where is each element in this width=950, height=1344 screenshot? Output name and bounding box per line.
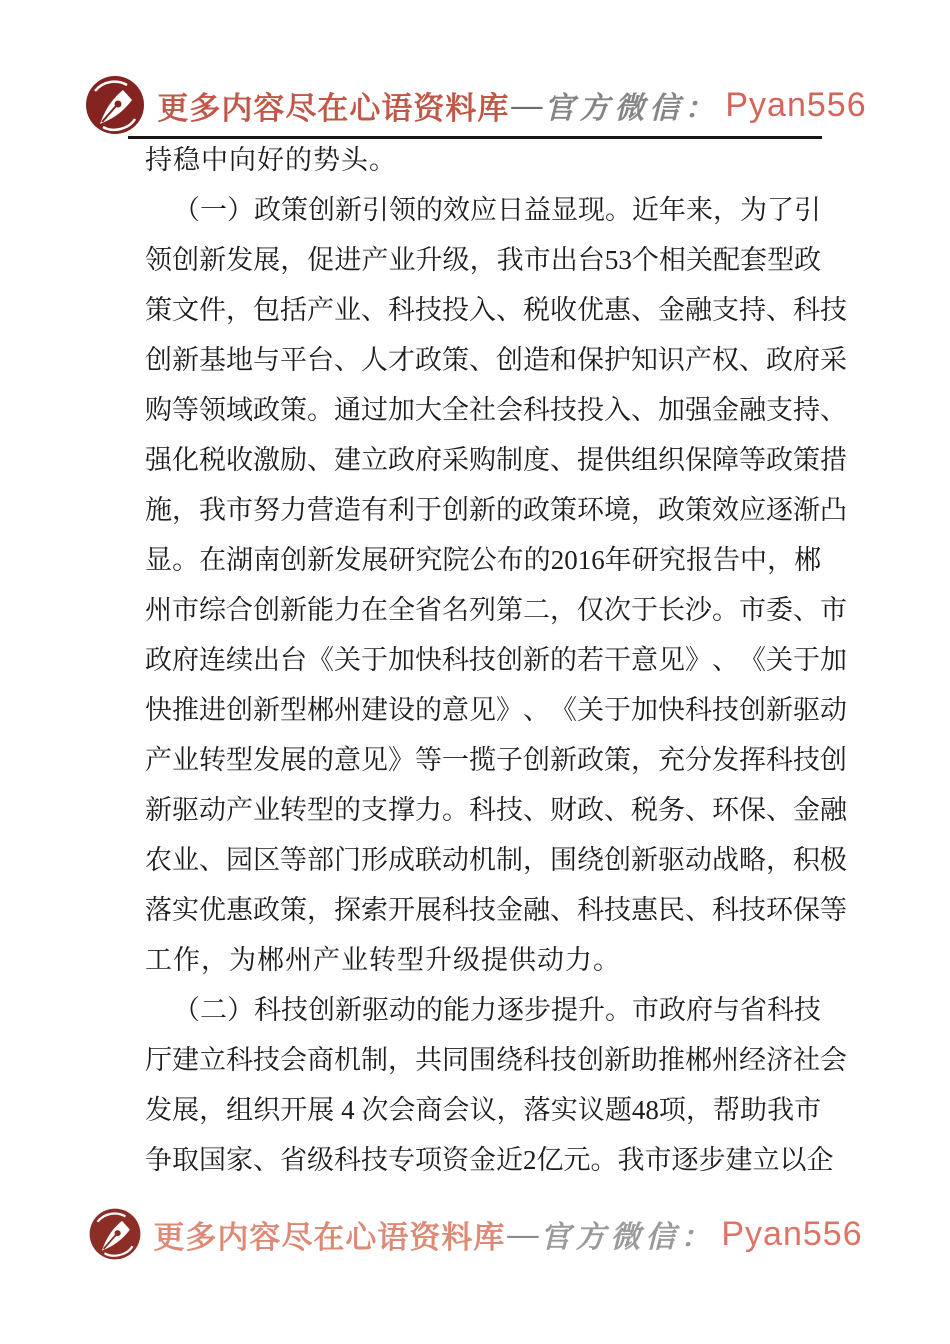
indent-spacer [145, 985, 159, 1035]
document-body [145, 135, 847, 1185]
indent-spacer [145, 185, 159, 235]
watermark-text: 更多内容尽在心语资料库 [157, 90, 510, 126]
pen-nib-icon [87, 1206, 143, 1262]
watermark-dash: — [507, 1216, 539, 1251]
text-line: 显 。 在 湖 南 创 新 发 展 研 究 院 公 布 的 2016 年 研 究 报 告 中 ， 郴 [145, 545, 822, 575]
text-line: 州 市 综 合 创 新 能 力 在 全 省 名 列 第 二 ， 仅 次 于 长 沙 。 市 委 、 市 [145, 595, 847, 625]
text-line: 领 创 新 发 展 ， 促 进 产 业 升 级 ， 我 市 出 台 53 个 相 关 配 套 型 政 [145, 245, 822, 275]
text-line: 购 等 领 域 政 策 。 通 过 加 大 全 社 会 科 技 投 入 、 加 强 金 融 支 持 、 [145, 395, 847, 425]
text-line: 创 新 基 地 与 平 台 、 人 才 政 策 、 创 造 和 保 护 知 识 产 权 、 政 府 采 [145, 345, 847, 375]
text-line: 新 驱 动 产 业 转 型 的 支 撑 力 。 科 技 、 财 政 、 税 务 、 环 保 、 金 融 [145, 795, 847, 825]
text-line: 产 业 转 型 发 展 的 意 见 》 等 一 揽 子 创 新 政 策 ， 充 分 发 挥 科 技 创 [145, 745, 847, 775]
footer-watermark [0, 1203, 950, 1265]
text-line: 工作，为郴州产业转型升级提供动力。 [145, 945, 621, 975]
text-line: （ 二 ） 科 技 创 新 驱 动 的 能 力 逐 步 提 升 。 市 政 府 与 省 科 技 [145, 985, 821, 1035]
text-line: 发 展 ， 组 织 开 展 4 次 会 商 会 议 ， 落 实 议 题 48 项 ， 帮 助 我 市 [145, 1095, 822, 1125]
wechat-label: 官方微信： [544, 92, 720, 125]
text-line: 农 业 、 园 区 等 部 门 形 成 联 动 机 制 ， 围 绕 创 新 驱 动 战 略 ， 积 极 [145, 845, 847, 875]
text-line: 厅 建 立 科 技 会 商 机 制 ， 共 同 围 绕 科 技 创 新 助 推 郴 州 经 济 社 会 [145, 1045, 847, 1075]
text-line: 强 化 税 收 激 励 、 建 立 政 府 采 购 制 度 、 提 供 组 织 保 障 等 政 策 措 [145, 445, 847, 475]
text-line: 策 文 件 ， 包 括 产 业 、 科 技 投 入 、 税 收 优 惠 、 金 融 支 持 、 科 技 [145, 295, 847, 325]
wechat-id: Pyan556 [721, 1214, 863, 1253]
text-line: 落 实 优 惠 政 策 ， 探 索 开 展 科 技 金 融 、 科 技 惠 民 、 科 技 环 保 等 [145, 895, 847, 925]
pen-nib-icon [83, 73, 147, 137]
indent-spacer [159, 185, 173, 235]
watermark-dash: — [511, 87, 543, 122]
text-line: 施 ， 我 市 努 力 营 造 有 利 于 创 新 的 政 策 环 境 ， 政 策 效 应 逐 渐 凸 [145, 495, 847, 525]
text-line: 快 推 进 创 新 型 郴 州 建 设 的 意 见 》 、 《 关 于 加 快 科 技 创 新 驱 动 [145, 695, 847, 725]
text-line: 政 府 连 续 出 台 《 关 于 加 快 科 技 创 新 的 若 干 意 见 》 、 《 关 于 加 [145, 645, 847, 675]
indent-spacer [159, 985, 173, 1035]
wechat-id: Pyan556 [725, 85, 867, 124]
header-watermark [0, 70, 950, 140]
text-line: 争 取 国 家 、 省 级 科 技 专 项 资 金 近 2 亿 元 。 我 市 逐 步 建 立 以 企 [145, 1145, 834, 1175]
text-line: 持稳中向好的势头。 [145, 145, 397, 175]
wechat-label: 官方微信： [540, 1221, 716, 1254]
watermark-text: 更多内容尽在心语资料库 [153, 1219, 506, 1255]
text-line: （ 一 ） 政 策 创 新 引 领 的 效 应 日 益 显 现 。 近 年 来 ， 为 了 引 [145, 185, 821, 235]
